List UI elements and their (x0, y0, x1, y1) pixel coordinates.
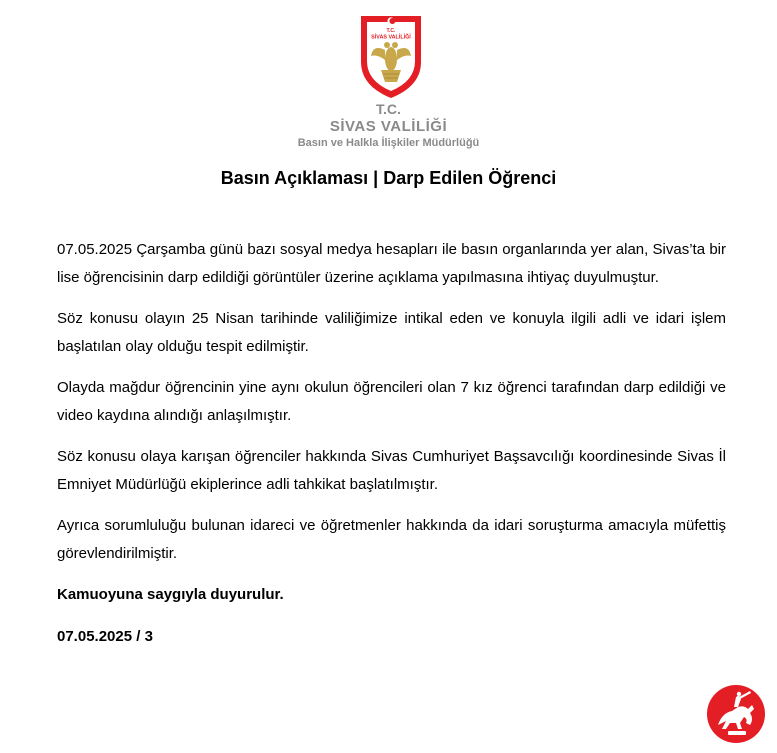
document-body (57, 236, 726, 650)
horseman-statue-logo (704, 683, 768, 745)
paragraph: 07.05.2025 Çarşamba günü bazı sosyal medya hesapları ile basın organlarında yer alan, Sivas’ta bir lise öğrencisinin darp edildiği görüntüler üzerine açıklama yapılmasına ihtiyaç duyulmuştur. (57, 241, 726, 286)
svg-text:T.C.: T.C. (386, 28, 396, 34)
organization-header (0, 101, 777, 151)
header-department: Basın ve Halkla İlişkiler Müdürlüğü (297, 137, 480, 149)
paragraph: Olayda mağdur öğrencinin yine aynı okulun öğrencileri olan 7 kız öğrenci tarafından darp edildiği ve video kaydına alındığı anlaşılmıştır. (57, 379, 726, 424)
header-governorship: SİVAS VALİLİĞİ (329, 118, 448, 135)
paragraph: Ayrıca sorumluluğu bulunan idareci ve öğretmenler hakkında da idari soruşturma amacıyla müfettiş görevlendirilmiştir. (57, 517, 726, 562)
emblem-shield-icon (357, 12, 425, 100)
horseman-statue-icon (704, 683, 768, 745)
sivas-governorship-emblem (357, 12, 425, 100)
closing-line: Kamuoyuna saygıyla duyurulur. (57, 586, 284, 603)
document-title: Basın Açıklaması | Darp Edilen Öğrenci (220, 168, 557, 188)
svg-text:SİVAS VALİLİĞİ: SİVAS VALİLİĞİ (371, 34, 411, 41)
document-number: 07.05.2025 / 3 (57, 627, 153, 645)
paragraph: Söz konusu olaya karışan öğrenciler hakkında Sivas Cumhuriyet Başsavcılığı koordinesinde Sivas İl Emniyet Müdürlüğü ekiplerince adli tahkikat başlatılmıştır. (57, 448, 726, 493)
paragraph: Söz konusu olayın 25 Nisan tarihinde valiliğimize intikal eden ve konuyla ilgili adli ve idari işlem başlatılan olay olduğu tespit edilmiştir. (57, 310, 726, 355)
header-tc: T.C. (376, 101, 401, 117)
